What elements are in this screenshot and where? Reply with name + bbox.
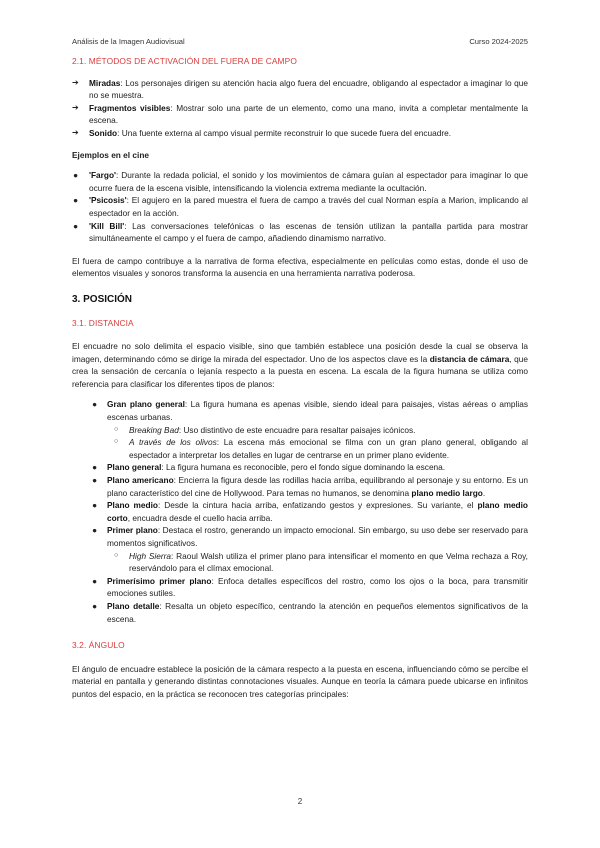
bullet-icon: ● — [92, 500, 98, 511]
list-item: ➔ Fragmentos visibles: Mostrar solo una parte de un elemento, como una mano, invita a completar mentalmente la escena. — [72, 102, 528, 126]
list-item: ● Primerísimo primer plano: Enfoca detalles específicos del rostro, como los ojos o la boca, para transmitir emociones sutiles. — [92, 575, 528, 599]
shot-types-list-cont — [72, 461, 528, 549]
bullet-icon: ● — [92, 462, 98, 473]
examples-closing-paragraph: El fuera de campo contribuye a la narrativa de forma efectiva, especialmente en películas como estas, donde el uso de elementos visuales y sonoros transforma la ausencia en una herramienta narrativa poderosa. — [72, 255, 528, 279]
header-course-title: Análisis de la Imagen Audiovisual — [72, 37, 185, 46]
heading-3: 3. POSICIÓN — [72, 293, 133, 305]
gran-plano-examples — [72, 424, 528, 462]
bullet-icon: ● — [92, 525, 98, 536]
list-item: ○ High Sierra: Raoul Walsh utiliza el primer plano para intensificar el momento en que Velma rechaza a Roy, reservándolo para el clímax emocional. — [114, 550, 528, 574]
bullet-icon: ● — [92, 600, 98, 611]
list-item: ➔ Sonido: Una fuente externa al campo visual permite reconstruir lo que sucede fuera del encuadre. — [72, 127, 452, 138]
film-examples-list — [72, 169, 528, 245]
list-item: ● Primer plano: Destaca el rostro, generando un impacto emocional. Sin embargo, su uso debe ser reservado para momentos significativos. — [92, 525, 528, 548]
bullet-icon: ● — [73, 220, 79, 231]
list-item: ● 'Kill Bill': Las conversaciones telefónicas o las escenas de tensión utilizan la pantalla partida para mostrar simultáneamente el campo y el fuera de campo, añadiendo dinamismo narrativo. — [73, 220, 528, 244]
list-item: ● Plano medio: Desde la cintura hacia arriba, enfatizando gestos y expresiones. Su variante, el plano medio corto, encuadra desde el cuello hacia arriba. — [92, 500, 529, 523]
arrow-icon: ➔ — [72, 77, 79, 87]
list-item: ○ A través de los olivos: La escena más emocional se filma con un gran plano general, obligando al espectador a interpretar los detalles en lugar de centrarse en un primer plano evidente. — [114, 437, 529, 460]
shot-types-list — [72, 398, 528, 423]
list-item: ➔ Miradas: Los personajes dirigen su atención hacia algo fuera del encuadre, obligando al espectador a imaginar lo que no se muestra. — [72, 77, 528, 101]
heading-3-1: 3.1. DISTANCIA — [72, 317, 134, 328]
page-number: 2 — [297, 797, 303, 806]
list-item: ○ Breaking Bad: Uso distintivo de este encuadre para resaltar paisajes icónicos. — [114, 424, 416, 435]
page-content — [72, 55, 528, 701]
bullet-icon: ● — [92, 575, 98, 586]
primer-plano-examples — [72, 550, 528, 575]
circle-bullet-icon: ○ — [114, 438, 119, 446]
list-item: ● Plano detalle: Resalta un objeto específico, centrando la atención en pequeños elementos significativos de la escena. — [92, 600, 528, 624]
arrow-icon: ➔ — [72, 127, 79, 137]
circle-bullet-icon: ○ — [114, 551, 119, 559]
angle-paragraph: El ángulo de encuadre establece la posición de la cámara respecto a la puesta en escena, influenciando cómo se percibe el material en pantalla y generando distintas connotaciones visuales. Aunque en teoría la cámara puede ubicarse en infinitos puntos del espacio, en la práctica se reconocen tres categorías principales: — [72, 663, 528, 699]
bullet-icon: ● — [92, 475, 98, 486]
arrow-icon: ➔ — [72, 102, 79, 112]
list-item: ● 'Fargo': Durante la redada policial, el sonido y los movimientos de cámara guían al espectador para imaginar lo que ocurre fuera de la escena visible, intensificando la violencia extrema mediante la ocultación. — [73, 170, 528, 193]
activation-methods-list — [72, 77, 528, 140]
header-course-year: Curso 2024-2025 — [469, 37, 528, 46]
bullet-icon: ● — [92, 399, 98, 410]
list-item: ● Gran plano general: La figura humana es apenas visible, siendo ideal para paisajes, vistas aéreas o amplias escenas urbanas. — [92, 399, 528, 423]
heading-examples: Ejemplos en el cine — [72, 149, 150, 160]
heading-2-1: 2.1. MÉTODOS DE ACTIVACIÓN DEL FUERA DE CAMPO — [72, 56, 297, 66]
shot-types-list-end — [72, 575, 528, 625]
distance-intro-paragraph: El encuadre no solo delimita el espacio visible, sino que también establece una posición desde la cual se observa la imagen, determinando cómo se dirige la mirada del espectador. Uno de los aspectos clave es la distancia de cámara, que crea la sensación de cercanía o lejanía respecto a la puesta en escena. La escala de la figura humana se utiliza como referencia para clasificar los diferentes tipos de planos: — [72, 341, 528, 389]
bullet-icon: ● — [73, 170, 79, 181]
bullet-icon: ● — [73, 195, 79, 206]
circle-bullet-icon: ○ — [114, 425, 119, 433]
page-header — [72, 37, 528, 49]
list-item: ● Plano americano: Encierra la figura desde las rodillas hacia arriba, equilibrando al personaje y su entorno. Es un plano característico del cine de Hollywood. Para temas no humanos, se denomina plano medio largo. — [92, 475, 528, 498]
list-item: ● 'Psicosis': El agujero en la pared muestra el fuera de campo a través del cual Norman espía a Marion, implicando al espectador en la acción. — [73, 195, 528, 218]
list-item: ● Plano general: La figura humana es reconocible, pero el fondo sigue dominando la escena. — [92, 462, 446, 473]
heading-3-2: 3.2. ÁNGULO — [72, 640, 125, 651]
